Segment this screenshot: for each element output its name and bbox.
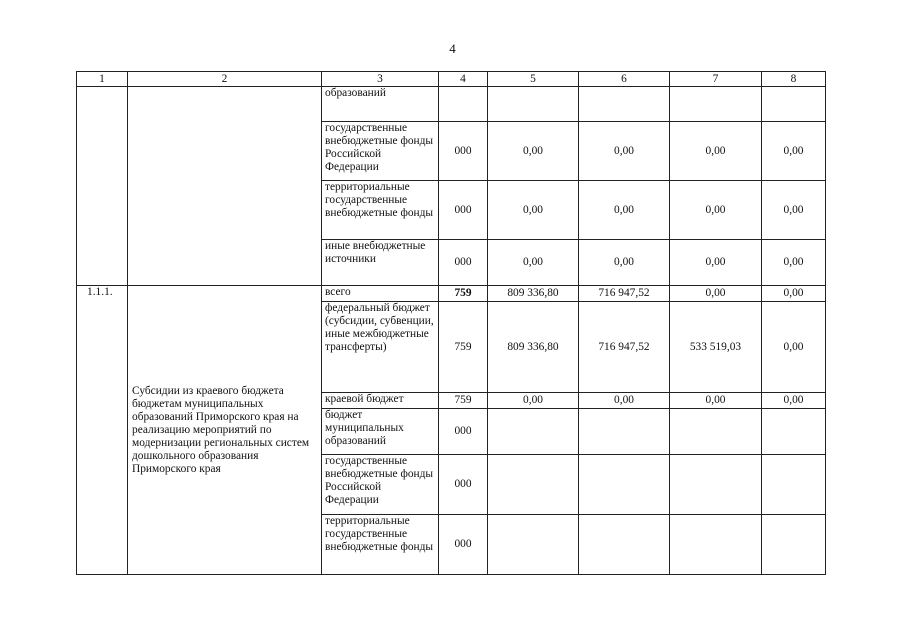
value-cell [579,87,670,122]
value-cell: 0,00 [579,393,670,409]
source-label: федеральный бюджет (субсидии, субвенции, иные межбюджетные трансферты) [322,302,439,393]
value-cell: 533 519,03 [670,302,762,393]
description-cell: Субсидии из краевого бюджета бюджетам муниципальных образований Приморского края на реализацию мероприятий по модернизации региональных систем дошкольного образования Приморского края [128,286,322,575]
value-cell [670,409,762,455]
code-cell: 759 [439,286,488,302]
value-cell: 0,00 [670,181,762,240]
value-cell: 0,00 [579,240,670,286]
value-cell: 0,00 [762,393,826,409]
table-row [77,87,826,122]
value-cell: 716 947,52 [579,286,670,302]
header-cell: 3 [322,72,439,87]
source-label: государственные внебюджетные фонды Российской Федерации [322,122,439,181]
value-cell [579,455,670,515]
code-cell: 759 [439,393,488,409]
value-cell: 0,00 [670,122,762,181]
budget-table [76,71,826,575]
value-cell: 809 336,80 [488,302,579,393]
header-cell: 2 [128,72,322,87]
value-cell: 809 336,80 [488,286,579,302]
description-cell [128,87,322,286]
value-cell [670,515,762,575]
source-label: территориальные государственные внебюджетные фонды [322,515,439,575]
source-label: всего [322,286,439,302]
value-cell [762,409,826,455]
value-cell: 0,00 [670,393,762,409]
header-cell: 1 [77,72,128,87]
value-cell [670,455,762,515]
value-cell [762,455,826,515]
value-cell: 0,00 [579,122,670,181]
code-cell: 000 [439,515,488,575]
value-cell: 716 947,52 [579,302,670,393]
value-cell: 0,00 [670,240,762,286]
code-cell: 000 [439,181,488,240]
code-cell: 000 [439,122,488,181]
source-label: образований [322,87,439,122]
source-label: бюджет муниципальных образований [322,409,439,455]
code-cell: 000 [439,409,488,455]
source-label: иные внебюджетные источники [322,240,439,286]
value-cell: 0,00 [762,286,826,302]
value-cell: 0,00 [762,122,826,181]
value-cell [762,87,826,122]
value-cell [488,87,579,122]
value-cell: 0,00 [579,181,670,240]
table-row [77,286,826,302]
value-cell [579,515,670,575]
value-cell [762,515,826,575]
value-cell: 0,00 [762,240,826,286]
code-cell [439,87,488,122]
value-cell: 0,00 [670,286,762,302]
source-label: краевой бюджет [322,393,439,409]
header-cell: 6 [579,72,670,87]
value-cell: 0,00 [488,393,579,409]
value-cell [488,455,579,515]
value-cell [579,409,670,455]
value-cell: 0,00 [488,181,579,240]
value-cell [488,409,579,455]
header-cell: 7 [670,72,762,87]
code-cell: 759 [439,302,488,393]
header-cell: 8 [762,72,826,87]
header-row [77,72,826,87]
source-label: государственные внебюджетные фонды Российской Федерации [322,455,439,515]
value-cell: 0,00 [762,181,826,240]
row-number-cell [77,87,128,286]
value-cell [488,515,579,575]
header-cell: 4 [439,72,488,87]
source-label: территориальные государственные внебюджетные фонды [322,181,439,240]
header-cell: 5 [488,72,579,87]
value-cell [670,87,762,122]
value-cell: 0,00 [762,302,826,393]
row-number-cell: 1.1.1. [77,286,128,575]
page-number: 4 [449,41,456,56]
value-cell: 0,00 [488,122,579,181]
value-cell: 0,00 [488,240,579,286]
code-cell: 000 [439,455,488,515]
code-cell: 000 [439,240,488,286]
